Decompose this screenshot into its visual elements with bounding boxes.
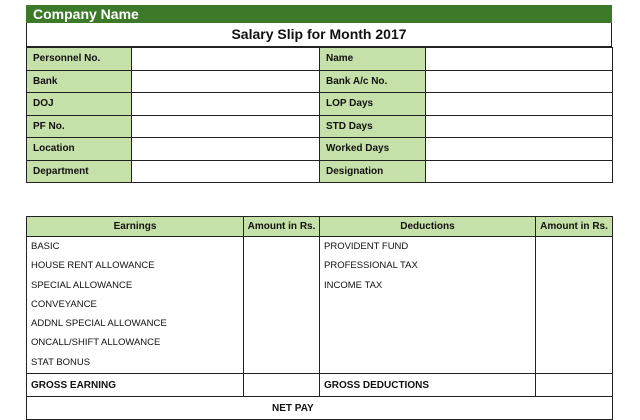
slip-title: Salary Slip for Month 2017 (26, 23, 612, 47)
company-name-banner: Company Name (26, 5, 612, 23)
deduction-item: PROVIDENT FUND (324, 241, 409, 252)
deduction-item: INCOME TAX (324, 279, 383, 291)
info-row (27, 93, 613, 116)
info-right-label: Bank A/c No. (320, 70, 426, 93)
earning-item: CONVEYANCE (31, 298, 97, 310)
earnings-header: Earnings (27, 217, 244, 237)
info-right-value (426, 138, 613, 161)
info-right-label: Designation (320, 160, 426, 183)
earning-item: ONCALL/SHIFT ALLOWANCE (31, 337, 161, 349)
info-left-label: Department (27, 160, 132, 183)
earning-item: SPECIAL ALLOWANCE (31, 279, 133, 291)
deductions-amount-header: Amount in Rs. (536, 217, 613, 237)
info-row (27, 160, 613, 183)
earnings-amount-header: Amount in Rs. (244, 217, 320, 237)
info-left-label: Bank (27, 70, 132, 93)
earnings-list (27, 237, 244, 374)
deductions-header: Deductions (320, 217, 536, 237)
info-left-value (132, 138, 320, 161)
info-row (27, 48, 613, 71)
net-pay-label: NET PAY (27, 397, 613, 420)
info-left-value (132, 93, 320, 116)
earning-item: BASIC (31, 241, 60, 252)
earning-item: STAT BONUS (31, 356, 91, 368)
info-right-label: STD Days (320, 115, 426, 138)
info-row (27, 138, 613, 161)
info-right-value (426, 70, 613, 93)
deductions-amount-column (536, 237, 613, 374)
employee-info-table (26, 47, 613, 183)
info-right-label: Name (320, 48, 426, 71)
earning-item: HOUSE RENT ALLOWANCE (31, 260, 155, 272)
earnings-deductions-table (26, 216, 613, 420)
info-row (27, 70, 613, 93)
gross-deductions-amount (536, 374, 613, 397)
info-left-value (132, 160, 320, 183)
gross-deductions-label: GROSS DEDUCTIONS (320, 374, 536, 397)
info-left-label: Location (27, 138, 132, 161)
info-left-value (132, 115, 320, 138)
info-right-value (426, 115, 613, 138)
info-row (27, 115, 613, 138)
info-right-value (426, 93, 613, 116)
info-left-value (132, 70, 320, 93)
info-left-value (132, 48, 320, 71)
deductions-list (320, 237, 536, 374)
gross-earning-label: GROSS EARNING (27, 374, 244, 397)
info-right-label: Worked Days (320, 138, 426, 161)
earnings-amount-column (244, 237, 320, 374)
info-left-label: Personnel No. (27, 48, 132, 71)
info-right-label: LOP Days (320, 93, 426, 116)
earning-item: ADDNL SPECIAL ALLOWANCE (31, 318, 167, 330)
info-left-label: DOJ (27, 93, 132, 116)
info-right-value (426, 48, 613, 71)
info-left-label: PF No. (27, 115, 132, 138)
info-right-value (426, 160, 613, 183)
gross-earning-amount (244, 374, 320, 397)
deduction-item: PROFESSIONAL TAX (324, 260, 418, 272)
